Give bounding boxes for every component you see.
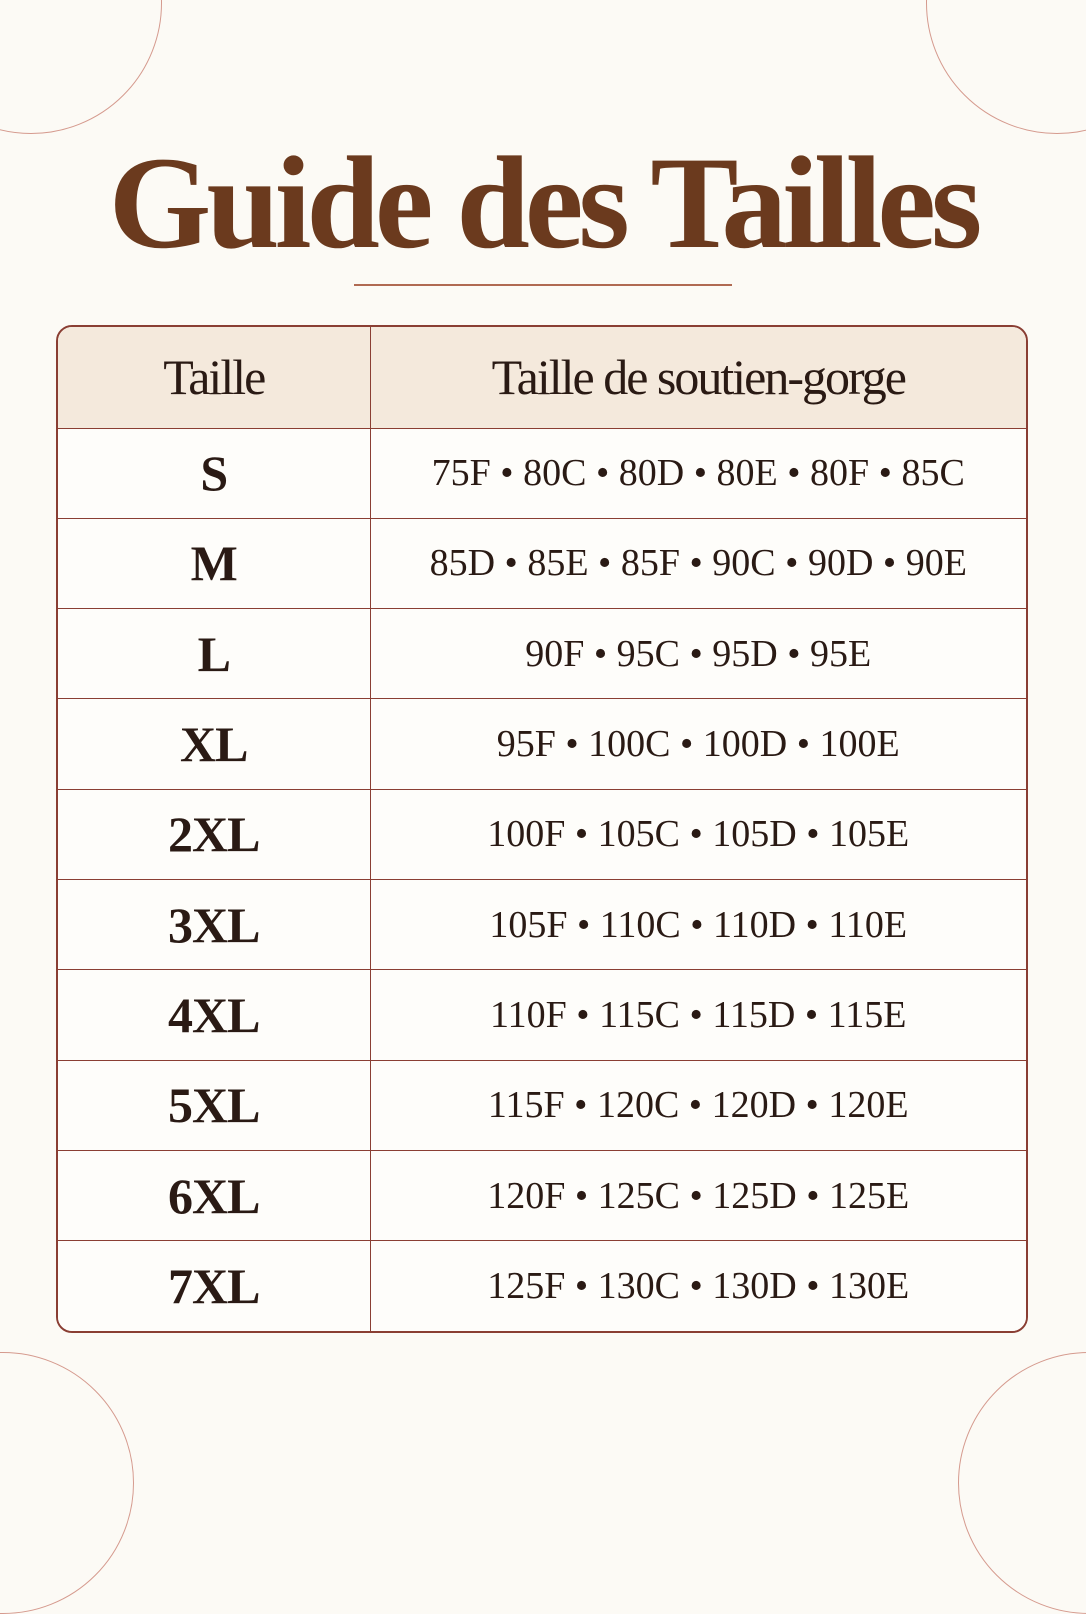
table-row (58, 428, 1026, 518)
corner-arc-bottom-right (958, 1352, 1086, 1614)
bra-size-cell: 95F • 100C • 100D • 100E (370, 699, 1026, 789)
table-row (58, 609, 1026, 699)
bra-size-cell: 115F • 120C • 120D • 120E (370, 1060, 1026, 1150)
corner-arc-bottom-left (0, 1352, 134, 1614)
header-size: Taille (58, 327, 370, 428)
table-row (58, 789, 1026, 879)
size-cell: 7XL (58, 1241, 370, 1331)
page-title: Guide des Tailles (108, 129, 978, 276)
table-row (58, 1150, 1026, 1240)
table-row (58, 699, 1026, 789)
size-cell: S (58, 428, 370, 518)
corner-arc-top-left (0, 0, 162, 134)
bra-size-cell: 100F • 105C • 105D • 105E (370, 789, 1026, 879)
table-row (58, 518, 1026, 608)
bra-size-cell: 75F • 80C • 80D • 80E • 80F • 85C (370, 428, 1026, 518)
size-cell: 6XL (58, 1150, 370, 1240)
size-cell: XL (58, 699, 370, 789)
size-cell: M (58, 518, 370, 608)
size-cell: 2XL (58, 789, 370, 879)
title-divider (354, 284, 732, 286)
bra-size-cell: 90F • 95C • 95D • 95E (370, 609, 1026, 699)
size-cell: 4XL (58, 970, 370, 1060)
table-row (58, 970, 1026, 1060)
bra-size-cell: 120F • 125C • 125D • 125E (370, 1150, 1026, 1240)
header-bra-size: Taille de soutien-gorge (491, 349, 905, 406)
size-table (58, 327, 1026, 1331)
table-row (58, 1241, 1026, 1331)
size-cell: 3XL (58, 879, 370, 969)
bra-size-cell: 85D • 85E • 85F • 90C • 90D • 90E (370, 518, 1026, 608)
corner-arc-top-right (926, 0, 1086, 134)
table-header-row (58, 327, 1026, 428)
size-table-container (56, 325, 1028, 1333)
size-cell: 5XL (58, 1060, 370, 1150)
size-cell: L (58, 609, 370, 699)
table-row (58, 1060, 1026, 1150)
bra-size-cell: 110F • 115C • 115D • 115E (370, 970, 1026, 1060)
table-row (58, 879, 1026, 969)
bra-size-cell: 105F • 110C • 110D • 110E (370, 879, 1026, 969)
bra-size-cell: 125F • 130C • 130D • 130E (370, 1241, 1026, 1331)
